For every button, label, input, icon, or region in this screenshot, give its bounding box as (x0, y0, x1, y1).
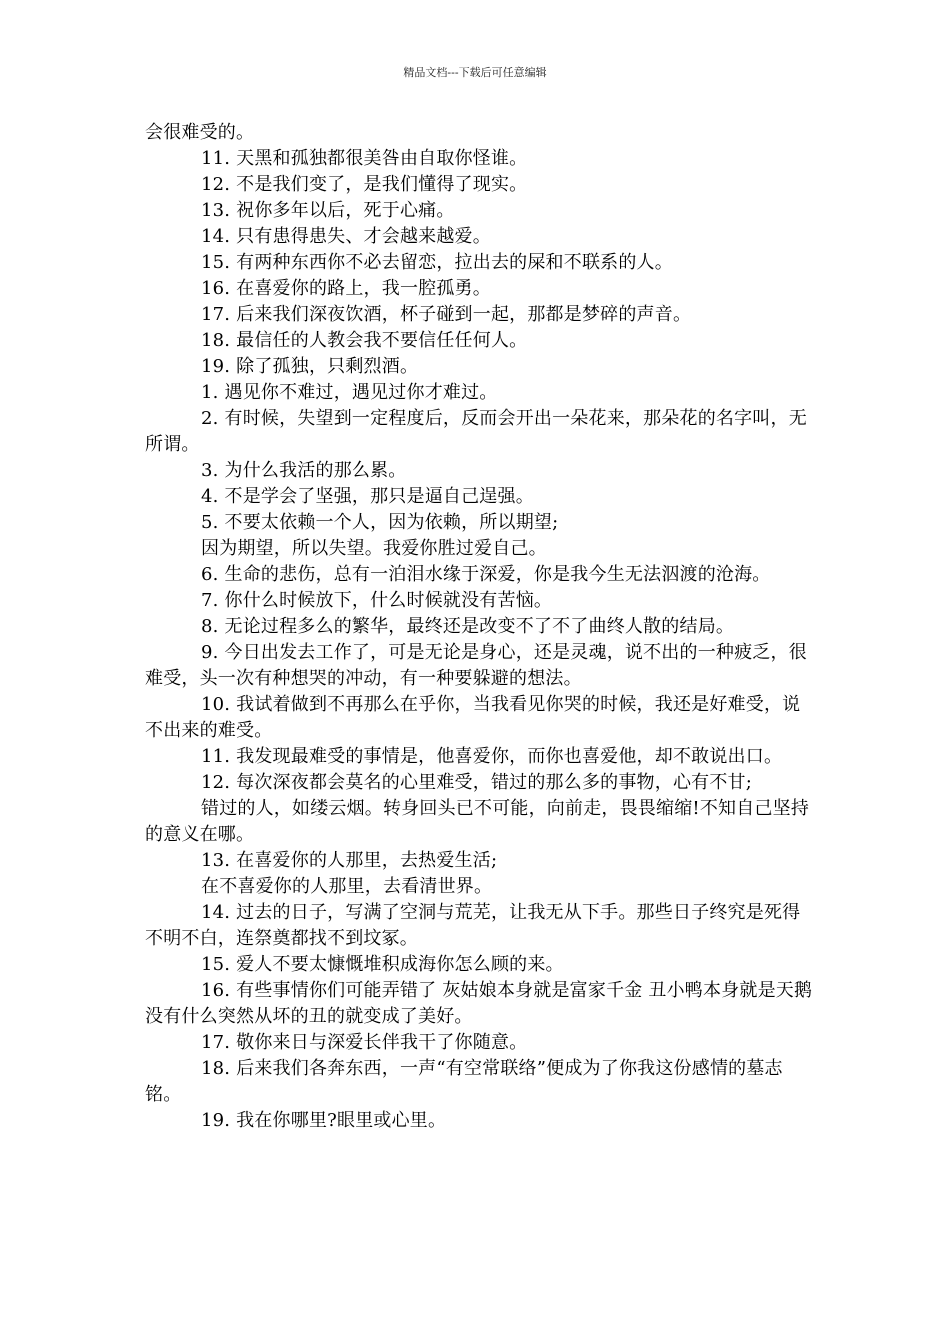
paragraph: 14. 过去的日子，写满了空洞与荒芜，让我无从下手。那些日子终究是死得不明不白，连祭奠都找不到坟冢。 (145, 902, 801, 949)
paragraph: 14. 只有患得患失、才会越来越爱。 (201, 226, 491, 247)
paragraph: 8. 无论过程多么的繁华，最终还是改变不了不了曲终人散的结局。 (201, 616, 735, 637)
document-body (145, 120, 813, 1134)
paragraph: 3. 为什么我活的那么累。 (201, 460, 407, 481)
paragraph: 1. 遇见你不难过，遇见过你才难过。 (201, 382, 498, 403)
paragraph: 5. 不要太依赖一个人，因为依赖，所以期望; (201, 512, 559, 533)
paragraph: 4. 不是学会了坚强，那只是逼自己逞强。 (201, 486, 534, 507)
paragraph: 会很难受的。 (145, 122, 255, 143)
paragraph: 9. 今日出发去工作了，可是无论是身心，还是灵魂，说不出的一种疲乏，很难受，头一次有种想哭的冲动，有一种要躲避的想法。 (145, 642, 807, 689)
paragraph: 因为期望，所以失望。我爱你胜过爱自己。 (201, 538, 547, 559)
paragraph: 7. 你什么时候放下，什么时候就没有苦恼。 (201, 590, 553, 611)
paragraph: 15. 爱人不要太慷慨堆积成海你怎么顾的来。 (201, 954, 564, 975)
paragraph: 6. 生命的悲伤，总有一泊泪水缘于深爱，你是我今生无法泅渡的沧海。 (201, 564, 771, 585)
paragraph: 11. 我发现最难受的事情是，他喜爱你，而你也喜爱他，却不敢说出口。 (201, 746, 783, 767)
paragraph: 19. 除了孤独，只剩烈酒。 (201, 356, 419, 377)
paragraph: 在不喜爱你的人那里，去看清世界。 (201, 876, 493, 897)
paragraph: 15. 有两种东西你不必去留恋，拉出去的屎和不联系的人。 (201, 252, 673, 273)
paragraph: 19. 我在你哪里?眼里或心里。 (201, 1110, 447, 1131)
paragraph: 16. 有些事情你们可能弄错了 灰姑娘本身就是富家千金 丑小鸭本身就是天鹅 没有什么突然从坏的丑的就变成了美好。 (145, 980, 813, 1027)
paragraph: 错过的人，如缕云烟。转身回头已不可能，向前走，畏畏缩缩!不知自己坚持的意义在哪。 (145, 798, 810, 845)
paragraph: 17. 敬你来日与深爱长伴我干了你随意。 (201, 1032, 528, 1053)
paragraph: 2. 有时候，失望到一定程度后，反而会开出一朵花来，那朵花的名字叫，无所谓。 (145, 408, 807, 455)
paragraph: 16. 在喜爱你的路上，我一腔孤勇。 (201, 278, 491, 299)
page-header: 精品文档---下载后可任意编辑 (403, 66, 547, 79)
paragraph: 13. 在喜爱你的人那里，去热爱生活; (201, 850, 498, 871)
paragraph: 18. 后来我们各奔东西，一声“有空常联络”便成为了你我这份感情的墓志铭。 (145, 1058, 783, 1105)
paragraph: 12. 不是我们变了，是我们懂得了现实。 (201, 174, 528, 195)
paragraph: 13. 祝你多年以后，死于心痛。 (201, 200, 455, 221)
paragraph: 18. 最信任的人教会我不要信任任何人。 (201, 330, 528, 351)
paragraph: 12. 每次深夜都会莫名的心里难受，错过的那么多的事物，心有不甘; (201, 772, 753, 793)
paragraph: 11. 天黑和孤独都很美咎由自取你怪谁。 (201, 148, 528, 169)
paragraph: 17. 后来我们深夜饮酒，杯子碰到一起，那都是梦碎的声音。 (201, 304, 692, 325)
paragraph: 10. 我试着做到不再那么在乎你，当我看见你哭的时候，我还是好难受，说不出来的难受。 (145, 694, 801, 741)
